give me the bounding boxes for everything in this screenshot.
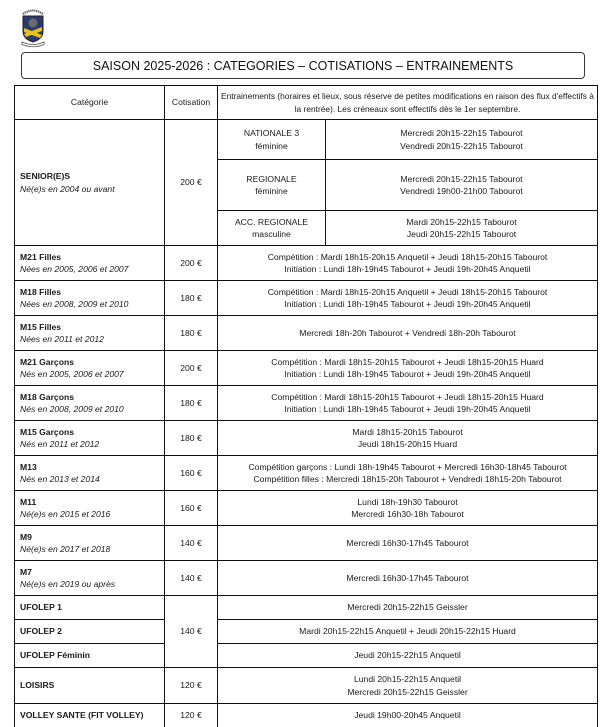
schedule-cell <box>218 620 598 644</box>
category-name: M7 <box>20 566 32 577</box>
table-row <box>15 281 598 316</box>
category-name: M15 Filles <box>20 321 62 332</box>
schedule-line: Vendredi 20h15-22h15 Tabourot <box>400 140 523 151</box>
fee-cell: 140 € <box>165 596 218 668</box>
category-birth-years: Nés en 2013 et 2014 <box>20 474 100 484</box>
table-row-loisirs <box>15 668 598 704</box>
table-row <box>15 316 598 351</box>
schedule-line: Compétition filles : Mercredi 18h15-20h Tabourot + Vendredi 18h15-20h Tabourot <box>253 474 562 484</box>
schedule-cell <box>218 704 598 727</box>
schedule-line: Mardi 18h15-20h15 Tabourot <box>352 426 463 437</box>
schedule-line: Jeudi 19h00-20h45 Anquetil <box>354 710 461 721</box>
category-cell <box>15 386 165 421</box>
category-name: M11 <box>20 496 37 507</box>
category-birth-years: Né(e)s en 2004 ou avant <box>20 183 115 194</box>
category-name: M21 Garçons <box>20 356 74 367</box>
schedule-line: Mardi 20h15-22h15 Tabourot <box>406 216 517 227</box>
schedule-line: Mercredi 20h15-22h15 Geissler <box>347 686 468 697</box>
category-name: M18 Garçons <box>20 391 74 402</box>
schedule-cell <box>326 120 598 160</box>
category-cell <box>15 620 165 644</box>
schedule-line: Mercredi 20h15-22h15 Geissler <box>347 602 468 613</box>
category-cell <box>15 596 165 620</box>
fee-cell: 140 € <box>165 526 218 561</box>
category-cell <box>15 561 165 596</box>
fee-cell: 200 € <box>165 120 218 246</box>
schedule-cell <box>218 351 598 386</box>
team-cell <box>218 160 326 211</box>
schedule-line: Compétition : Mardi 18h15-20h15 Anquetil + Jeudi 18h15-20h15 Tabourot <box>267 286 548 297</box>
table-row <box>15 491 598 526</box>
schedule-line: Mercredi 16h30-17h45 Tabourot <box>346 572 469 583</box>
table-row <box>15 386 598 421</box>
team-level: REGIONALE <box>246 173 297 184</box>
category-cell <box>15 491 165 526</box>
category-cell <box>15 316 165 351</box>
table-row <box>15 421 598 456</box>
category-birth-years: Nés en 2011 et 2012 <box>20 439 100 449</box>
schedule-cell <box>218 386 598 421</box>
fee-cell: 160 € <box>165 491 218 526</box>
category-birth-years: Nés en 2008, 2009 et 2010 <box>20 404 124 414</box>
table-row <box>15 351 598 386</box>
team-gender: féminine <box>255 186 288 196</box>
schedule-line: Compétition : Mardi 18h15-20h15 Tabourot + Jeudi 18h15-20h15 Huard <box>271 391 544 402</box>
category-cell <box>15 246 165 281</box>
club-crest-icon <box>19 7 47 48</box>
schedule-cell <box>218 316 598 351</box>
category-name: M9 <box>20 531 32 542</box>
table-row-volley-sante <box>15 704 598 727</box>
category-cell <box>15 351 165 386</box>
category-birth-years: Nées en 2005, 2006 et 2007 <box>20 264 129 274</box>
schedule-line: Jeudi 20h15-22h15 Tabourot <box>406 229 517 239</box>
schedule-cell <box>218 281 598 316</box>
team-level: NATIONALE 3 <box>243 128 300 139</box>
schedule-line: Mercredi 20h15-22h15 Tabourot <box>400 128 523 139</box>
category-cell <box>15 526 165 561</box>
fee-cell: 200 € <box>165 246 218 281</box>
team-level: ACC. REGIONALE <box>234 216 309 227</box>
category-name: VOLLEY SANTE (FIT VOLLEY) <box>20 710 144 721</box>
team-gender: masculine <box>252 229 291 239</box>
schedule-cell <box>218 246 598 281</box>
category-name: M21 Filles <box>20 251 62 262</box>
team-cell <box>218 120 326 160</box>
schedule-line: Initiation : Lundi 18h-19h45 Tabourot + Jeudi 19h-20h45 Anquetil <box>284 369 531 379</box>
categories-table <box>14 85 598 727</box>
schedule-cell <box>326 211 598 246</box>
category-birth-years: Nés en 2005, 2006 et 2007 <box>20 369 124 379</box>
category-name: UFOLEP 1 <box>20 602 62 613</box>
category-birth-years: Né(e)s en 2017 et 2018 <box>20 544 111 554</box>
schedule-line: Initiation : Lundi 18h-19h45 Tabourot + Jeudi 19h-20h45 Anquetil <box>284 404 531 414</box>
page-title: SAISON 2025-2026 : CATEGORIES – COTISATIONS – ENTRAINEMENTS <box>21 52 585 79</box>
schedule-line: Mercredi 16h30-17h45 Tabourot <box>346 537 469 548</box>
fee-cell: 180 € <box>165 421 218 456</box>
header-fee: Cotisation <box>165 86 218 120</box>
table-row-ufolep <box>15 644 598 668</box>
category-cell <box>15 644 165 668</box>
fee-cell: 120 € <box>165 704 218 727</box>
category-name: LOISIRS <box>20 680 55 691</box>
table-row-ufolep <box>15 596 598 620</box>
schedule-cell <box>218 421 598 456</box>
schedule-cell <box>218 644 598 668</box>
category-birth-years: Né(e)s en 2019 ou après <box>20 579 116 589</box>
fee-cell: 140 € <box>165 561 218 596</box>
schedule-cell <box>218 561 598 596</box>
category-name: M18 Filles <box>20 286 62 297</box>
category-cell <box>15 281 165 316</box>
table-row <box>15 246 598 281</box>
header-category: Catégorie <box>15 86 165 120</box>
header-training-note: Entrainements (horaires et lieux, sous réserve de petites modifications en raison des flux d'effectifs à la rentrée). Les créneaux sont effectifs dès le 1er septembre. <box>218 86 598 120</box>
schedule-line: Compétition : Mardi 18h15-20h15 Tabourot + Jeudi 18h15-20h15 Huard <box>271 356 544 367</box>
category-birth-years: Né(e)s en 2015 et 2016 <box>20 509 111 519</box>
category-cell <box>15 668 165 704</box>
table-row-ufolep <box>15 620 598 644</box>
table-row <box>15 526 598 561</box>
fee-cell: 180 € <box>165 386 218 421</box>
schedule-line: Mardi 20h15-22h15 Anquetil + Jeudi 20h15-22h15 Huard <box>299 626 516 637</box>
schedule-line: Mercredi 16h30-18h Tabourot <box>351 509 464 519</box>
schedule-line: Lundi 18h-19h30 Tabourot <box>357 496 458 507</box>
category-cell <box>15 120 165 246</box>
category-name: UFOLEP Féminin <box>20 650 91 661</box>
category-cell <box>15 456 165 491</box>
table-row-senior <box>15 120 598 160</box>
schedule-line: Compétition garçons : Lundi 18h-19h45 Tabourot + Mercredi 16h30-18h45 Tabourot <box>248 461 567 472</box>
fee-cell: 160 € <box>165 456 218 491</box>
category-name: M15 Garçons <box>20 426 74 437</box>
fee-cell: 180 € <box>165 316 218 351</box>
schedule-cell <box>218 526 598 561</box>
team-cell <box>218 211 326 246</box>
schedule-cell <box>326 160 598 211</box>
schedule-line: Lundi 20h15-22h15 Anquetil <box>353 674 462 685</box>
fee-cell: 120 € <box>165 668 218 704</box>
schedule-line: Mercredi 18h-20h Tabourot + Vendredi 18h-20h Tabourot <box>299 327 516 338</box>
category-cell <box>15 421 165 456</box>
category-birth-years: Nées en 2011 et 2012 <box>20 334 104 344</box>
category-name: M13 <box>20 461 37 472</box>
table-row <box>15 456 598 491</box>
category-name: SENIOR(E)S <box>20 171 71 182</box>
team-gender: féminine <box>255 140 288 151</box>
fee-cell: 180 € <box>165 281 218 316</box>
table-header-row <box>15 86 598 120</box>
schedule-line: Jeudi 18h15-20h15 Huard <box>357 439 458 449</box>
schedule-cell <box>218 668 598 704</box>
table-row <box>15 561 598 596</box>
schedule-line: Jeudi 20h15-22h15 Anquetil <box>354 650 461 661</box>
schedule-cell <box>218 596 598 620</box>
schedule-line: Mercredi 20h15-22h15 Tabourot <box>400 173 523 184</box>
category-cell <box>15 704 165 727</box>
schedule-line: Initiation : Lundi 18h-19h45 Tabourot + Jeudi 19h-20h45 Anquetil <box>284 299 531 309</box>
schedule-line: Compétition : Mardi 18h15-20h15 Anquetil + Jeudi 18h15-20h15 Tabourot <box>267 251 548 262</box>
schedule-cell <box>218 491 598 526</box>
schedule-cell <box>218 456 598 491</box>
category-name: UFOLEP 2 <box>20 626 62 637</box>
category-birth-years: Nées en 2008, 2009 et 2010 <box>20 299 129 309</box>
schedule-line: Vendredi 19h00-21h00 Tabourot <box>400 186 523 196</box>
schedule-line: Initiation : Lundi 18h-19h45 Tabourot + Jeudi 19h-20h45 Anquetil <box>284 264 531 274</box>
fee-cell: 200 € <box>165 351 218 386</box>
